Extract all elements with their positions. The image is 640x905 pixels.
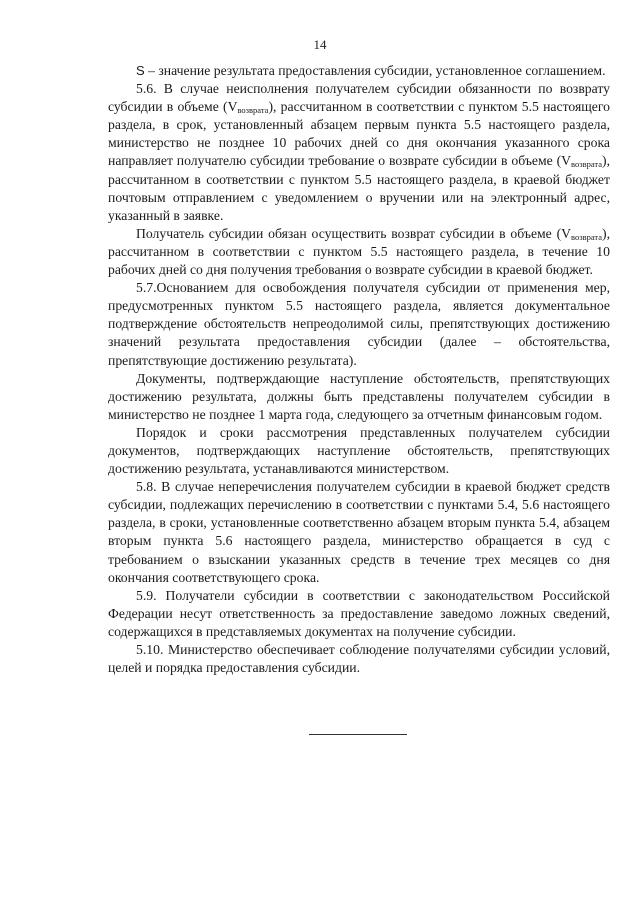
paragraph-documents: Документы, подтверждающие наступление обстоятельств, препятствующих достижению результата, должны быть представлены получателем субсидии в министерство не позднее 1 марта года, следующего за отчетным финансовым годом. — [108, 370, 610, 422]
paragraph-5-9: 5.9. Получатели субсидии в соответствии с законодательством Российской Федерации несут ответственность за предоставление заведомо ложных сведений, содержащихся в представляемых документах на получение субсидии. — [108, 587, 610, 639]
page-number: 14 — [313, 37, 327, 52]
end-divider-line — [309, 734, 407, 735]
paragraph-text: Получатель субсидии обязан осуществить возврат субсидии в объеме (V — [136, 225, 572, 241]
paragraph-5-10: 5.10. Министерство обеспечивает соблюдение получателями субсидии условий, целей и порядка предоставления субсидии. — [108, 642, 610, 676]
paragraph-refund-obligation — [108, 225, 610, 279]
subscript: возврата — [571, 231, 603, 242]
paragraph-text: ), рассчитанном в соответствии с пунктом 5.5 настоящего раздела, в краевой бюджет почтовым отправлением с уведомлением о вручении или на электронный адрес, указанный в заявке. — [108, 153, 610, 223]
subscript: возврата — [571, 159, 603, 170]
paragraph-5-7: 5.7.Основанием для освобождения получателя субсидии от применения мер, предусмотренных пунктом 5.5 настоящего раздела, является документальное подтверждение обстоятельств непреодолимой силы, препятствующих достижению значений результата предоставления субсидии (далее – обстоятельства, препятствующие достижению результата). — [108, 280, 610, 368]
paragraph-text: ), рассчитанном в соответствии с пунктом 5.5 настоящего раздела, в течение 10 рабочих дней со дня получения требования о возврате субсидии в краевой бюджет. — [108, 225, 610, 278]
symbol-s: S — [136, 63, 145, 78]
document-body — [108, 62, 610, 677]
paragraph-text: – значение результата предоставления субсидии, установленное соглашением. — [144, 63, 606, 78]
subscript: возврата — [237, 105, 269, 116]
paragraph-5-6 — [108, 80, 610, 225]
paragraph-text: 5.6. В случае неисполнения получателем субсидии обязанности по возврату субсидии в объеме (V — [108, 81, 610, 115]
paragraph-text: ), рассчитанном в соответствии с пунктом 5.5 настоящего раздела, в срок, установленный абзацем первым пункта 5.5 настоящего раздела, министерство не позднее 10 рабочих дней со дня окончания указанного срока направляет получателю субсидии требование о возврате субсидии в объеме (V — [108, 99, 610, 169]
paragraph-s-definition — [108, 62, 610, 80]
paragraph-procedure: Порядок и сроки рассмотрения представленных получателем субсидии документов, подтверждающих наступление обстоятельств, препятствующих достижению результата, устанавливаются министерством. — [108, 424, 610, 477]
paragraph-5-8: 5.8. В случае неперечисления получателем субсидии в краевой бюджет средств субсидии, подлежащих перечислению в соответствии с пунктами 5.4, 5.6 настоящего раздела, в сроки, установленные соответственно абзацем вторым пункта 5.4, абзацем вторым пункта 5.6 настоящего раздела, министерство обращается в суд с требованием о взыскании указанных средств в течение трех месяцев со дня окончания соответствующего срока. — [108, 479, 610, 585]
